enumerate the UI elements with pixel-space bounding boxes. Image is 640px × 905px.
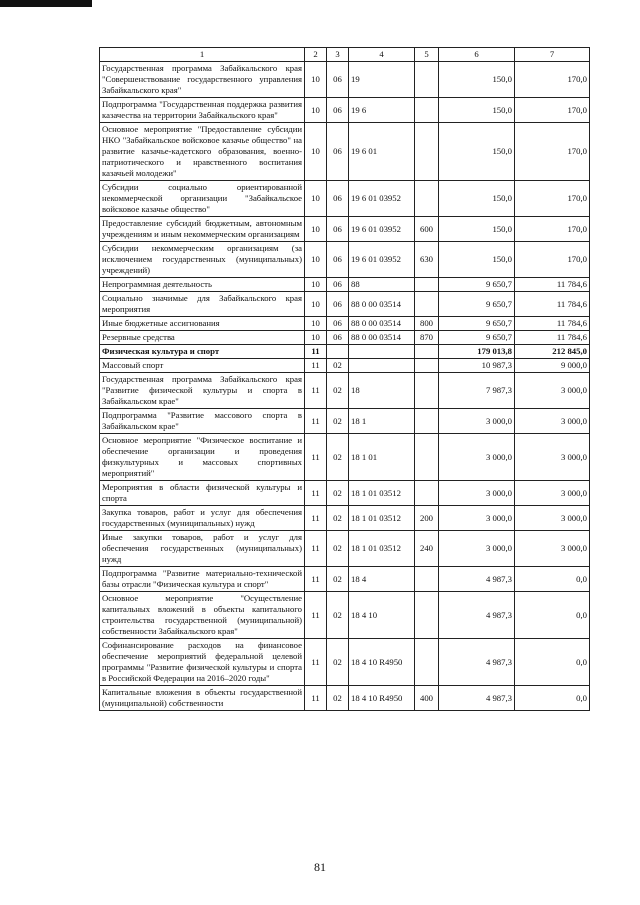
row-name: Резервные средства xyxy=(100,331,305,345)
table-row xyxy=(100,686,590,711)
row-csr: 18 1 01 xyxy=(349,434,415,481)
row-rz: 10 xyxy=(305,181,327,217)
row-csr: 18 1 01 03512 xyxy=(349,481,415,506)
row-csr: 18 4 10 R4950 xyxy=(349,686,415,711)
row-amount-2020: 3 000,0 xyxy=(515,373,590,409)
row-vr xyxy=(415,181,439,217)
row-amount-2020: 11 784,6 xyxy=(515,317,590,331)
row-amount-2020: 9 000,0 xyxy=(515,359,590,373)
row-rz: 11 xyxy=(305,567,327,592)
row-csr xyxy=(349,345,415,359)
row-rz: 11 xyxy=(305,592,327,639)
row-csr: 19 6 01 03952 xyxy=(349,181,415,217)
header-cell: 6 xyxy=(439,48,515,62)
row-rz: 11 xyxy=(305,639,327,686)
row-pr: 02 xyxy=(327,373,349,409)
row-vr xyxy=(415,567,439,592)
row-name: Непрограммная деятельность xyxy=(100,278,305,292)
row-rz: 11 xyxy=(305,686,327,711)
row-rz: 10 xyxy=(305,278,327,292)
row-vr xyxy=(415,592,439,639)
row-rz: 11 xyxy=(305,481,327,506)
row-amount-2019: 9 650,7 xyxy=(439,278,515,292)
row-amount-2019: 7 987,3 xyxy=(439,373,515,409)
table-row xyxy=(100,359,590,373)
header-cell: 2 xyxy=(305,48,327,62)
row-rz: 10 xyxy=(305,331,327,345)
row-amount-2020: 170,0 xyxy=(515,181,590,217)
row-csr: 18 1 xyxy=(349,409,415,434)
header-cell: 4 xyxy=(349,48,415,62)
row-csr: 19 xyxy=(349,62,415,98)
row-amount-2019: 9 650,7 xyxy=(439,317,515,331)
row-csr: 18 1 01 03512 xyxy=(349,506,415,531)
row-pr: 06 xyxy=(327,98,349,123)
header-cell: 1 xyxy=(100,48,305,62)
row-rz: 11 xyxy=(305,531,327,567)
row-pr xyxy=(327,345,349,359)
row-amount-2019: 3 000,0 xyxy=(439,481,515,506)
row-pr: 02 xyxy=(327,639,349,686)
header-cell: 5 xyxy=(415,48,439,62)
row-rz: 11 xyxy=(305,434,327,481)
row-amount-2019: 4 987,3 xyxy=(439,686,515,711)
row-vr xyxy=(415,409,439,434)
budget-table-body xyxy=(100,48,590,711)
row-vr xyxy=(415,62,439,98)
row-csr: 88 xyxy=(349,278,415,292)
row-rz: 10 xyxy=(305,217,327,242)
row-vr xyxy=(415,373,439,409)
row-amount-2020: 0,0 xyxy=(515,567,590,592)
row-amount-2019: 9 650,7 xyxy=(439,292,515,317)
row-amount-2019: 150,0 xyxy=(439,242,515,278)
row-name: Государственная программа Забайкальского края "Развитие физической культуры и спорта в Забайкальском крае" xyxy=(100,373,305,409)
row-pr: 02 xyxy=(327,506,349,531)
row-name: Социально значимые для Забайкальского края мероприятия xyxy=(100,292,305,317)
row-name: Подпрограмма "Государственная поддержка развития казачества на территории Забайкальского края" xyxy=(100,98,305,123)
row-amount-2020: 11 784,6 xyxy=(515,278,590,292)
row-vr xyxy=(415,434,439,481)
header-cell: 7 xyxy=(515,48,590,62)
row-csr: 19 6 01 03952 xyxy=(349,242,415,278)
row-csr: 88 0 00 03514 xyxy=(349,331,415,345)
row-amount-2020: 0,0 xyxy=(515,639,590,686)
row-rz: 10 xyxy=(305,292,327,317)
row-vr: 870 xyxy=(415,331,439,345)
row-name: Субсидии некоммерческим организациям (за исключением государственных (муниципальных) учреждений) xyxy=(100,242,305,278)
row-vr xyxy=(415,481,439,506)
row-amount-2019: 10 987,3 xyxy=(439,359,515,373)
row-csr: 88 0 00 03514 xyxy=(349,317,415,331)
table-row xyxy=(100,409,590,434)
row-pr: 06 xyxy=(327,242,349,278)
row-name: Физическая культура и спорт xyxy=(100,345,305,359)
row-amount-2020: 0,0 xyxy=(515,686,590,711)
row-amount-2019: 150,0 xyxy=(439,123,515,181)
row-vr xyxy=(415,278,439,292)
row-amount-2019: 4 987,3 xyxy=(439,592,515,639)
row-pr: 02 xyxy=(327,686,349,711)
row-pr: 06 xyxy=(327,317,349,331)
row-vr: 800 xyxy=(415,317,439,331)
row-pr: 06 xyxy=(327,181,349,217)
table-row xyxy=(100,331,590,345)
row-amount-2019: 3 000,0 xyxy=(439,506,515,531)
row-csr: 18 1 01 03512 xyxy=(349,531,415,567)
row-name: Субсидии социально ориентированной некоммерческой организации "Забайкальское войсковое казачье общество" xyxy=(100,181,305,217)
table-row xyxy=(100,292,590,317)
row-amount-2019: 3 000,0 xyxy=(439,531,515,567)
table-row xyxy=(100,317,590,331)
table-row xyxy=(100,62,590,98)
row-amount-2020: 11 784,6 xyxy=(515,331,590,345)
row-name: Закупка товаров, работ и услуг для обеспечения государственных (муниципальных) нужд xyxy=(100,506,305,531)
row-rz: 11 xyxy=(305,506,327,531)
row-amount-2020: 3 000,0 xyxy=(515,481,590,506)
table-row xyxy=(100,373,590,409)
row-csr: 18 xyxy=(349,373,415,409)
row-amount-2019: 150,0 xyxy=(439,98,515,123)
row-csr: 88 0 00 03514 xyxy=(349,292,415,317)
row-amount-2020: 3 000,0 xyxy=(515,531,590,567)
row-amount-2020: 212 845,0 xyxy=(515,345,590,359)
table-row xyxy=(100,434,590,481)
row-vr xyxy=(415,292,439,317)
row-pr: 06 xyxy=(327,331,349,345)
row-name: Массовый спорт xyxy=(100,359,305,373)
table-row xyxy=(100,506,590,531)
table-row xyxy=(100,531,590,567)
row-vr: 240 xyxy=(415,531,439,567)
row-vr xyxy=(415,345,439,359)
row-pr: 02 xyxy=(327,409,349,434)
row-name: Капитальные вложения в объекты государственной (муниципальной) собственности xyxy=(100,686,305,711)
row-name: Подпрограмма "Развитие материально-технической базы отрасли "Физическая культура и спорт" xyxy=(100,567,305,592)
table-row xyxy=(100,567,590,592)
row-vr xyxy=(415,123,439,181)
row-pr: 02 xyxy=(327,481,349,506)
row-csr: 19 6 01 xyxy=(349,123,415,181)
row-name: Основное мероприятие "Физическое воспитание и обеспечение организации и проведения физкультурных и массовых спортивных мероприятий" xyxy=(100,434,305,481)
budget-table xyxy=(99,47,590,711)
table-row xyxy=(100,242,590,278)
row-amount-2020: 170,0 xyxy=(515,217,590,242)
row-pr: 06 xyxy=(327,278,349,292)
row-amount-2020: 11 784,6 xyxy=(515,292,590,317)
row-amount-2019: 179 013,8 xyxy=(439,345,515,359)
row-name: Софинансирование расходов на финансовое обеспечение мероприятий федеральной целевой программы "Развитие физической культуры и спорта в Российской Федерации на 2016–2020 годы" xyxy=(100,639,305,686)
row-pr: 06 xyxy=(327,123,349,181)
row-name: Государственная программа Забайкальского края "Совершенствование государственного управления Забайкальского края" xyxy=(100,62,305,98)
row-csr: 19 6 xyxy=(349,98,415,123)
row-vr xyxy=(415,639,439,686)
row-amount-2019: 4 987,3 xyxy=(439,639,515,686)
table-row xyxy=(100,278,590,292)
row-pr: 06 xyxy=(327,62,349,98)
row-amount-2019: 4 987,3 xyxy=(439,567,515,592)
table-row xyxy=(100,217,590,242)
table-row xyxy=(100,481,590,506)
row-amount-2020: 170,0 xyxy=(515,242,590,278)
row-vr: 630 xyxy=(415,242,439,278)
row-rz: 11 xyxy=(305,359,327,373)
row-amount-2020: 3 000,0 xyxy=(515,434,590,481)
row-name: Иные закупки товаров, работ и услуг для обеспечения государственных (муниципальных) нужд xyxy=(100,531,305,567)
row-amount-2019: 150,0 xyxy=(439,62,515,98)
row-amount-2019: 150,0 xyxy=(439,181,515,217)
table-row xyxy=(100,181,590,217)
row-amount-2019: 3 000,0 xyxy=(439,434,515,481)
page-number: 81 xyxy=(314,860,326,874)
row-csr: 18 4 10 xyxy=(349,592,415,639)
row-amount-2019: 9 650,7 xyxy=(439,331,515,345)
row-pr: 02 xyxy=(327,359,349,373)
row-amount-2019: 3 000,0 xyxy=(439,409,515,434)
row-pr: 02 xyxy=(327,592,349,639)
row-name: Иные бюджетные ассигнования xyxy=(100,317,305,331)
row-rz: 11 xyxy=(305,373,327,409)
row-pr: 02 xyxy=(327,434,349,481)
row-pr: 02 xyxy=(327,531,349,567)
table-row xyxy=(100,639,590,686)
row-vr xyxy=(415,98,439,123)
row-amount-2020: 3 000,0 xyxy=(515,506,590,531)
row-name: Подпрограмма "Развитие массового спорта в Забайкальском крае" xyxy=(100,409,305,434)
row-vr: 600 xyxy=(415,217,439,242)
table-row xyxy=(100,123,590,181)
row-pr: 02 xyxy=(327,567,349,592)
table-row xyxy=(100,345,590,359)
row-rz: 11 xyxy=(305,409,327,434)
header-cell: 3 xyxy=(327,48,349,62)
row-amount-2020: 170,0 xyxy=(515,123,590,181)
row-rz: 10 xyxy=(305,317,327,331)
row-vr: 200 xyxy=(415,506,439,531)
row-amount-2020: 170,0 xyxy=(515,62,590,98)
row-csr: 18 4 xyxy=(349,567,415,592)
row-pr: 06 xyxy=(327,217,349,242)
row-name: Основное мероприятие "Осуществление капитальных вложений в объекты капитального строительства государственной (муниципальной) собственности Забайкальского края" xyxy=(100,592,305,639)
row-amount-2019: 150,0 xyxy=(439,217,515,242)
row-amount-2020: 0,0 xyxy=(515,592,590,639)
row-vr xyxy=(415,359,439,373)
header-row xyxy=(100,48,590,62)
row-amount-2020: 3 000,0 xyxy=(515,409,590,434)
row-csr: 19 6 01 03952 xyxy=(349,217,415,242)
table-row xyxy=(100,592,590,639)
row-rz: 10 xyxy=(305,98,327,123)
row-name: Основное мероприятие "Предоставление субсидии НКО "Забайкальское войсковое казачье общество" на развитие казачье-кадетского образования, военно-патриотического и нравственного воспитания казачьей молодежи" xyxy=(100,123,305,181)
row-rz: 10 xyxy=(305,242,327,278)
top-edge-mark xyxy=(0,0,92,7)
row-name: Предоставление субсидий бюджетным, автономным учреждениям и иным некоммерческим организациям xyxy=(100,217,305,242)
row-vr: 400 xyxy=(415,686,439,711)
row-name: Мероприятия в области физической культуры и спорта xyxy=(100,481,305,506)
row-rz: 10 xyxy=(305,62,327,98)
row-csr xyxy=(349,359,415,373)
table-row xyxy=(100,98,590,123)
row-pr: 06 xyxy=(327,292,349,317)
row-rz: 10 xyxy=(305,123,327,181)
row-amount-2020: 170,0 xyxy=(515,98,590,123)
row-csr: 18 4 10 R4950 xyxy=(349,639,415,686)
row-rz: 11 xyxy=(305,345,327,359)
